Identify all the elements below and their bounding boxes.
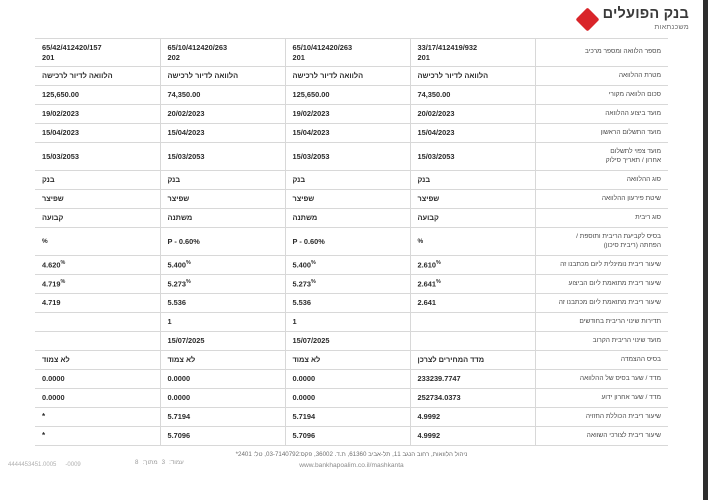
- table-cell: [410, 427, 535, 446]
- table-cell: [160, 256, 285, 275]
- doc-suffix: -0009: [65, 462, 81, 468]
- cell-line: 202: [167, 52, 180, 62]
- cell-value: הלוואה לדיור לרכישה: [292, 71, 364, 80]
- row-label-line: מועד צפוי לתשלום: [610, 147, 661, 155]
- table-row: [35, 313, 668, 332]
- table-row: [35, 124, 668, 143]
- row-label: [535, 389, 668, 408]
- cell-value: 15/03/2053: [292, 151, 330, 161]
- table-cell: [35, 143, 160, 171]
- cell-value: קבועה: [417, 213, 439, 222]
- footer-document-ids: [8, 462, 81, 468]
- table-cell: [410, 294, 535, 313]
- diamond-logo-icon: [575, 7, 599, 31]
- table-row: [35, 105, 668, 124]
- row-label: [535, 351, 668, 370]
- table-cell: [35, 256, 160, 275]
- row-label-line: מועד התשלום הראשון: [600, 128, 661, 136]
- cell-line: 201: [417, 52, 430, 62]
- row-label: [535, 39, 668, 67]
- table-cell: [160, 275, 285, 294]
- doc-id: 4444453451.0005: [8, 462, 57, 468]
- cell-value: 5.536: [167, 298, 186, 307]
- table-cell: [160, 351, 285, 370]
- cell-value: 74,350.00: [417, 90, 451, 99]
- table-cell: [160, 190, 285, 209]
- table-row: [35, 389, 668, 408]
- row-label: [535, 105, 668, 124]
- cell-value: 125,650.00: [292, 90, 330, 99]
- table-cell: [410, 67, 535, 86]
- table-cell: [410, 313, 535, 332]
- cell-value: 4.719: [42, 279, 61, 289]
- table-cell: [410, 408, 535, 427]
- table-cell: [160, 171, 285, 190]
- cell-line: 65/10/412420/263: [167, 42, 228, 52]
- cell-value: 5.536: [292, 298, 311, 307]
- table-cell: [410, 171, 535, 190]
- cell-value: 1: [292, 317, 297, 326]
- row-label-line: שיעור ריבית מתואמת ליום מכתבנו זה: [558, 298, 661, 306]
- table-cell: [285, 370, 410, 389]
- table-cell: [35, 275, 160, 294]
- table-cell: [35, 370, 160, 389]
- cell-value: 125,650.00: [42, 90, 79, 99]
- cell-value: 15/07/2025: [292, 336, 330, 345]
- bank-subtitle: משכנתאות: [654, 24, 689, 32]
- table-cell: [35, 86, 160, 105]
- table-cell: [35, 389, 160, 408]
- cell-value: 19/02/2023: [292, 109, 330, 118]
- cell-value: 5.273: [167, 279, 186, 289]
- row-label: [535, 294, 668, 313]
- percent-symbol: %: [417, 238, 424, 246]
- row-label: [535, 228, 668, 256]
- row-label: [535, 209, 668, 228]
- table-cell: [285, 351, 410, 370]
- table-cell: [35, 105, 160, 124]
- table-cell: [410, 332, 535, 351]
- cell-line: 201: [42, 52, 55, 62]
- row-label: [535, 313, 668, 332]
- table-cell: [410, 39, 535, 67]
- row-label-line: בסיס ההצמדה: [620, 355, 661, 363]
- document-footer: [0, 451, 703, 491]
- row-label: [535, 275, 668, 294]
- cell-value: 19/02/2023: [42, 109, 79, 118]
- cell-value: 74,350.00: [167, 90, 201, 99]
- cell-value: מדד המחירים לצרכן: [417, 355, 485, 364]
- cell-value: 20/02/2023: [417, 109, 455, 118]
- cell-value: 15/04/2023: [292, 128, 330, 137]
- footer-url[interactable]: www.bankhapoalim.co.il/mashkanta: [299, 462, 404, 469]
- table-row: [35, 408, 668, 427]
- table-row: [35, 171, 668, 190]
- table-cell: [35, 427, 160, 446]
- row-label-line: מועד ביצוע ההלוואה: [605, 109, 661, 117]
- cell-value: 15/03/2053: [167, 151, 205, 161]
- cell-value: שפיצר: [417, 194, 440, 203]
- bank-logo-text: [603, 7, 689, 32]
- table-cell: [285, 171, 410, 190]
- cell-value: בנק: [42, 175, 55, 184]
- table-cell: [285, 408, 410, 427]
- percent-superscript: %: [311, 259, 316, 266]
- table-cell: [285, 67, 410, 86]
- table-cell: [285, 389, 410, 408]
- table-cell: [285, 332, 410, 351]
- loan-details-table-body: [35, 39, 668, 446]
- table-cell: [35, 332, 160, 351]
- cell-value: 4.620: [42, 260, 61, 270]
- table-cell: [160, 39, 285, 67]
- cell-value: 233239.7747: [417, 374, 461, 383]
- cell-value: 0.0000: [292, 393, 316, 402]
- row-label-line: מטרת ההלוואה: [618, 71, 661, 79]
- table-cell: [285, 190, 410, 209]
- table-cell: [410, 143, 535, 171]
- cell-value: 5.400: [292, 260, 311, 270]
- table-row: [35, 351, 668, 370]
- row-label: [535, 143, 668, 171]
- table-row: [35, 256, 668, 275]
- row-label-line: סוג ההלוואה: [626, 175, 661, 183]
- cell-line: 33/17/412419/932: [417, 42, 478, 52]
- cell-line: 65/42/412420/157: [42, 42, 102, 52]
- table-cell: [410, 256, 535, 275]
- table-cell: [410, 275, 535, 294]
- cell-value: קבועה: [42, 213, 64, 222]
- table-cell: [410, 389, 535, 408]
- table-cell: [410, 351, 535, 370]
- table-cell: [35, 124, 160, 143]
- table-cell: [35, 190, 160, 209]
- row-label: [535, 67, 668, 86]
- table-cell: [410, 105, 535, 124]
- bank-name: בנק הפועלים: [602, 5, 689, 22]
- cell-value: לא צמוד: [42, 355, 70, 364]
- cell-value: 4.9992: [417, 412, 441, 421]
- total-pages: 8: [135, 458, 139, 466]
- bank-logo: [579, 7, 689, 32]
- document-header: [0, 0, 703, 38]
- table-row: [35, 143, 668, 171]
- cell-line: 201: [292, 52, 305, 62]
- row-label: [535, 256, 668, 275]
- table-cell: [160, 143, 285, 171]
- table-cell: [160, 408, 285, 427]
- table-cell: [160, 228, 285, 256]
- cell-value: שפיצר: [167, 194, 190, 203]
- row-label-line: מדד / שער אחרון ידוע: [601, 393, 661, 401]
- table-cell: [410, 190, 535, 209]
- table-row: [35, 67, 668, 86]
- cell-value: משתנה: [167, 213, 193, 222]
- cell-value: בנק: [167, 175, 181, 184]
- cell-value: 0.0000: [292, 374, 316, 383]
- table-cell: [35, 39, 160, 67]
- table-cell: [285, 275, 410, 294]
- table-cell: [35, 408, 160, 427]
- cell-value: P - 0.60%: [292, 236, 325, 246]
- row-label-line: מספר הלוואה ומספר מרכיב: [584, 48, 661, 56]
- table-cell: [410, 124, 535, 143]
- cell-value: הלוואה לדיור לרכישה: [417, 71, 489, 80]
- table-cell: [160, 86, 285, 105]
- table-cell: [160, 313, 285, 332]
- percent-superscript: %: [186, 278, 191, 285]
- table-cell: [410, 86, 535, 105]
- table-cell: [285, 228, 410, 256]
- table-cell: [160, 389, 285, 408]
- table-cell: [35, 171, 160, 190]
- loan-details-table: [35, 38, 668, 446]
- cell-value: 15/04/2023: [42, 128, 79, 137]
- table-cell: [160, 370, 285, 389]
- cell-value: 5.273: [292, 279, 311, 289]
- cell-value: משתנה: [292, 213, 318, 222]
- row-label-line: מדד / שער בסיס של ההלוואה: [579, 374, 661, 382]
- row-label-line: סכום הלוואה מקורי: [608, 90, 661, 98]
- table-cell: [285, 124, 410, 143]
- row-label-line: בסיס לקביעת הריבית ותוספת /: [576, 232, 661, 240]
- table-row: [35, 370, 668, 389]
- table-cell: [160, 332, 285, 351]
- cell-value: 0.0000: [42, 374, 65, 383]
- cell-value: P - 0.60%: [167, 236, 200, 246]
- table-cell: [35, 228, 160, 256]
- cell-value: 4.9992: [417, 431, 441, 440]
- row-label: [535, 171, 668, 190]
- loan-details-table-wrap: [35, 38, 668, 446]
- table-row: [35, 275, 668, 294]
- cell-value: 5.400: [167, 260, 186, 270]
- cell-value: 2.610: [417, 260, 436, 270]
- cell-value: שפיצר: [42, 194, 64, 203]
- table-row: [35, 86, 668, 105]
- cell-value: 0.0000: [167, 374, 191, 383]
- cell-value: 5.7096: [167, 431, 191, 440]
- cell-value: הלוואה לדיור לרכישה: [167, 71, 239, 80]
- cell-value: 5.7096: [292, 431, 316, 440]
- row-label-line: שיעור ריבית מתואמת ליום הביצוע: [568, 279, 661, 287]
- table-cell: [35, 313, 160, 332]
- table-cell: [35, 209, 160, 228]
- table-cell: [410, 228, 535, 256]
- table-cell: [285, 209, 410, 228]
- table-cell: [160, 105, 285, 124]
- percent-superscript: %: [311, 278, 316, 285]
- row-label-line: הפחתה (ריבית סיכון): [603, 241, 661, 249]
- row-label: [535, 332, 668, 351]
- cell-value: בנק: [292, 175, 306, 184]
- table-cell: [35, 351, 160, 370]
- cell-value: 15/04/2023: [167, 128, 205, 137]
- row-label-line: סוג ריבית: [635, 213, 661, 221]
- cell-value: בנק: [417, 175, 431, 184]
- cell-value: 15/03/2053: [417, 151, 455, 161]
- asterisk-marker: *: [42, 411, 46, 421]
- table-cell: [285, 86, 410, 105]
- asterisk-marker: *: [42, 430, 46, 440]
- table-row: [35, 332, 668, 351]
- row-label: [535, 370, 668, 389]
- cell-value: 0.0000: [42, 393, 65, 402]
- table-cell: [160, 124, 285, 143]
- row-label: [535, 190, 668, 209]
- cell-value: לא צמוד: [167, 355, 196, 364]
- cell-value: שפיצר: [292, 194, 315, 203]
- table-row: [35, 39, 668, 67]
- cell-value: 0.0000: [167, 393, 191, 402]
- row-label-line: אחרון / תאריך סילוק: [605, 156, 661, 164]
- table-row: [35, 190, 668, 209]
- table-cell: [285, 313, 410, 332]
- page-label: עמוד:: [169, 458, 184, 466]
- cell-value: 15/04/2023: [417, 128, 455, 137]
- table-cell: [35, 67, 160, 86]
- percent-superscript: %: [60, 259, 66, 266]
- row-label-line: שיטת פירעון ההלוואה: [601, 194, 661, 202]
- row-label: [535, 124, 668, 143]
- table-cell: [285, 256, 410, 275]
- table-row: [35, 209, 668, 228]
- table-cell: [285, 39, 410, 67]
- percent-superscript: %: [436, 259, 441, 266]
- row-label-line: מועד שינוי הריבית הקרוב: [592, 336, 661, 344]
- cell-value: 4.719: [42, 298, 61, 307]
- percent-superscript: %: [436, 278, 441, 285]
- row-label-line: תדירות שינוי הריבית בחודשים: [579, 317, 661, 325]
- cell-value: 5.7194: [167, 412, 191, 421]
- of-label: מתוך:: [142, 458, 158, 466]
- footer-address: ניהול הלוואות, רחוב הנגב 11, תל-אביב 61360, ת.ד. 36002, פקס:03-7140792, טל: 2401*: [235, 451, 468, 458]
- table-cell: [285, 143, 410, 171]
- table-cell: [285, 294, 410, 313]
- cell-value: 15/07/2025: [167, 336, 205, 345]
- table-cell: [285, 105, 410, 124]
- cell-value: 2.641: [417, 279, 436, 289]
- table-cell: [35, 294, 160, 313]
- cell-value: הלוואה לדיור לרכישה: [42, 71, 113, 80]
- page-number: 3: [161, 458, 166, 466]
- table-cell: [410, 209, 535, 228]
- table-row: [35, 294, 668, 313]
- cell-value: 15/03/2053: [42, 151, 79, 161]
- table-cell: [160, 67, 285, 86]
- cell-value: 2.641: [417, 298, 436, 307]
- cell-line: 65/10/412420/263: [292, 42, 353, 52]
- percent-symbol: %: [42, 238, 48, 246]
- table-cell: [160, 209, 285, 228]
- table-cell: [285, 427, 410, 446]
- row-label: [535, 427, 668, 446]
- table-cell: [160, 427, 285, 446]
- percent-superscript: %: [60, 278, 66, 285]
- table-cell: [160, 294, 285, 313]
- cell-value: 1: [167, 317, 172, 326]
- row-label: [535, 408, 668, 427]
- row-label-line: שיעור ריבית לצורכי השוואה: [586, 431, 661, 439]
- cell-value: 5.7194: [292, 412, 316, 421]
- row-label: [535, 86, 668, 105]
- percent-superscript: %: [186, 259, 191, 266]
- table-row: [35, 427, 668, 446]
- row-label-line: שיעור ריבית הכוללת החזויה: [585, 412, 661, 420]
- cell-value: 20/02/2023: [167, 109, 205, 118]
- cell-value: 252734.0373: [417, 393, 461, 402]
- table-row: [35, 228, 668, 256]
- table-cell: [410, 370, 535, 389]
- cell-value: לא צמוד: [292, 355, 321, 364]
- row-label-line: שיעור ריבית נומינלית ליום מכתבנו זה: [560, 260, 661, 268]
